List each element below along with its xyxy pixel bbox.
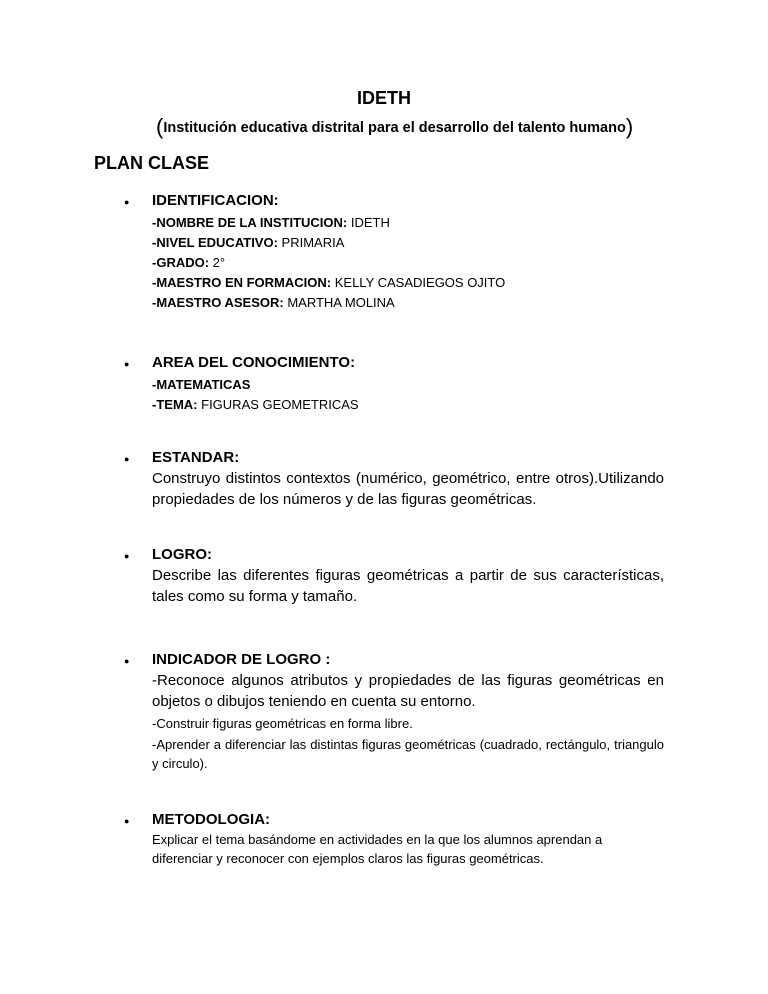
- area-tema: [152, 395, 664, 415]
- field-label: -TEMA:: [152, 397, 198, 412]
- section-text: -Aprender a diferenciar las distintas figuras geométricas (cuadrado, rectángulo, triangulo y circulo).: [152, 737, 664, 771]
- section-text: -Construir figuras geométricas en forma libre.: [152, 716, 413, 731]
- section-area: [124, 353, 664, 415]
- area-subject-text: -MATEMATICAS: [152, 377, 251, 392]
- bullet-icon: [124, 451, 134, 466]
- field-maestro-formacion: [152, 273, 664, 293]
- field-value: KELLY CASADIEGOS OJITO: [334, 275, 506, 290]
- field-label: -NOMBRE DE LA INSTITUCION:: [152, 215, 348, 230]
- field-value: PRIMARIA: [281, 235, 345, 250]
- field-label: -GRADO:: [152, 255, 210, 270]
- subtitle-open-paren: (: [156, 114, 164, 139]
- field-label: -MAESTRO EN FORMACION:: [152, 275, 332, 290]
- section-metodologia: [124, 810, 664, 868]
- section-heading: ESTANDAR:: [152, 449, 240, 466]
- section-heading: LOGRO:: [152, 546, 212, 563]
- field-value: FIGURAS GEOMETRICAS: [201, 397, 359, 412]
- section-text: -Reconoce algunos atributos y propiedades de las figuras geométricas en objetos o dibujos teniendo en cuenta su entorno.: [152, 672, 664, 710]
- section-logro: [124, 545, 664, 607]
- section-text: Explicar el tema basándome en actividades en la que los alumnos aprendan a diferenciar y reconocer con ejemplos claros las figuras geométricas.: [152, 832, 603, 866]
- bullet-icon: [124, 356, 134, 371]
- section-heading: METODOLOGIA:: [152, 811, 271, 828]
- bullet-icon: [124, 548, 134, 563]
- field-label: -NIVEL EDUCATIVO:: [152, 235, 278, 250]
- field-institucion: [152, 213, 664, 233]
- field-nivel: [152, 233, 664, 253]
- section-text: Describe las diferentes figuras geométricas a partir de sus características, tales como su forma y tamaño.: [152, 567, 664, 605]
- section-indicador: [124, 650, 664, 773]
- field-maestro-asesor: [152, 293, 664, 313]
- field-value: 2°: [212, 255, 226, 270]
- bullet-icon: [124, 813, 134, 828]
- field-value: IDETH: [350, 215, 390, 230]
- document-title: IDETH: [357, 88, 411, 108]
- subtitle-text: Institución educativa distrital para el desarrollo del talento humano: [163, 120, 626, 136]
- section-heading: IDENTIFICACION:: [152, 192, 279, 209]
- bullet-icon: [124, 194, 134, 209]
- document-subtitle: [156, 114, 633, 140]
- section-estandar: [124, 448, 664, 510]
- plan-title: PLAN CLASE: [94, 153, 210, 173]
- field-value: MARTHA MOLINA: [287, 295, 395, 310]
- subtitle-close-paren: ): [625, 114, 634, 139]
- section-identificacion: [124, 191, 664, 313]
- area-subject: [152, 375, 664, 395]
- section-text: Construyo distintos contextos (numérico, geométrico, entre otros).Utilizando propiedades de los números y de las figuras geométricas.: [152, 470, 664, 508]
- section-heading: INDICADOR DE LOGRO :: [152, 651, 331, 668]
- field-label: -MAESTRO ASESOR:: [152, 295, 284, 310]
- section-heading: AREA DEL CONOCIMIENTO:: [152, 354, 356, 371]
- field-grado: [152, 253, 664, 273]
- bullet-icon: [124, 653, 134, 668]
